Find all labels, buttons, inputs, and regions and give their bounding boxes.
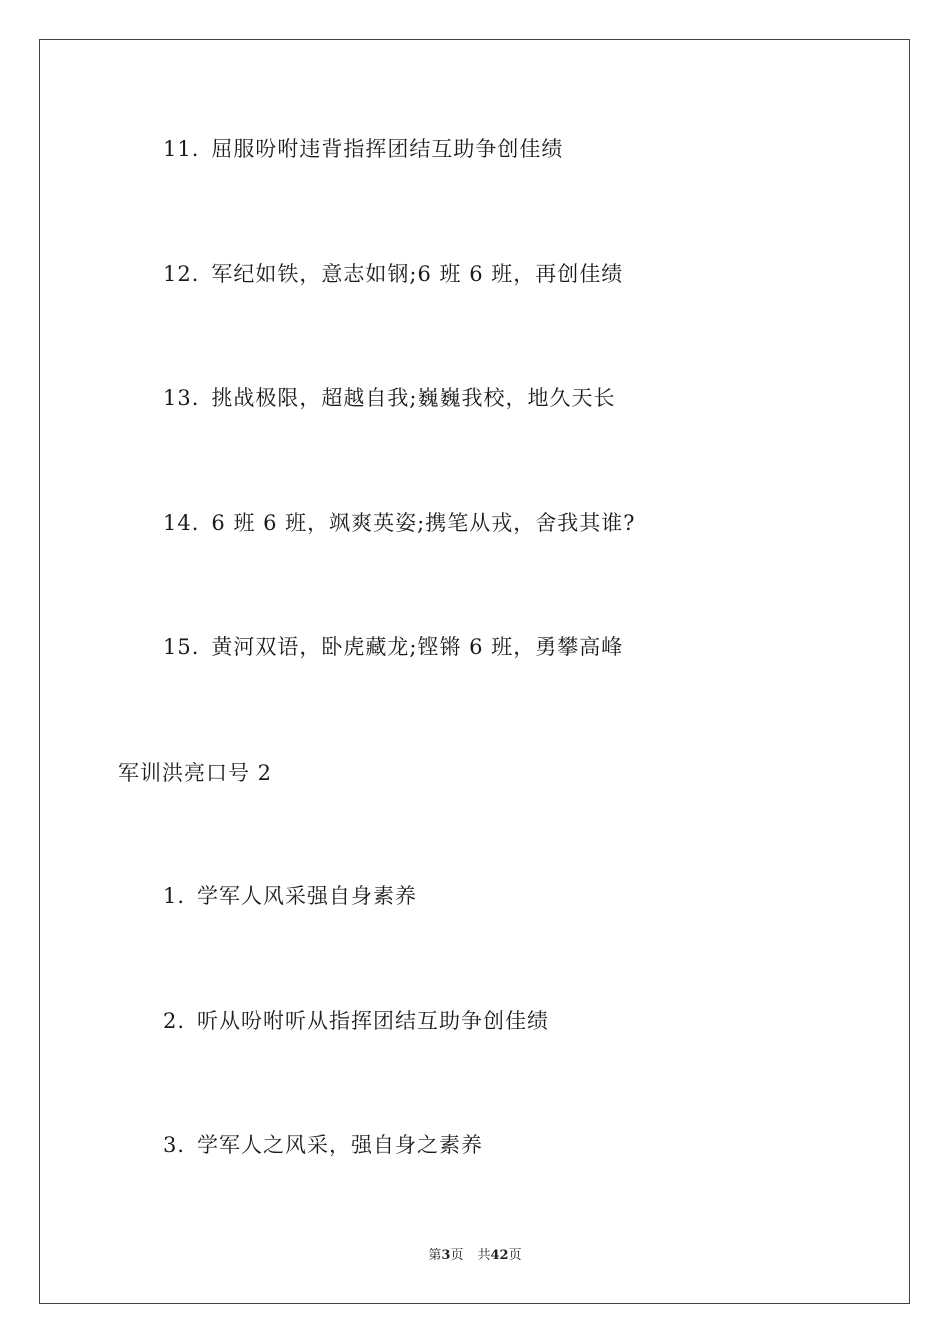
item-number: 11. <box>163 137 200 161</box>
item-number: 15. <box>163 635 200 659</box>
list-item <box>163 1131 483 1159</box>
item-number: 2. <box>163 1009 186 1033</box>
item-number: 12. <box>163 262 200 286</box>
total-suffix: 页 <box>508 1248 522 1263</box>
page-border <box>39 39 910 1304</box>
list-item <box>163 135 563 163</box>
item-text: 军纪如铁，意志如钢;6 班 6 班，再创佳绩 <box>211 262 624 286</box>
page-footer <box>0 1247 950 1265</box>
item-number: 13. <box>163 386 200 410</box>
page-prefix: 第 <box>428 1248 442 1263</box>
total-prefix: 共 <box>477 1248 491 1263</box>
total-pages: 42 <box>490 1248 509 1263</box>
list-item <box>163 509 636 537</box>
item-text: 黄河双语，卧虎藏龙;铿锵 6 班，勇攀高峰 <box>211 635 624 659</box>
page-suffix: 页 <box>450 1248 464 1263</box>
item-number: 1. <box>163 884 186 908</box>
list-item <box>163 633 623 661</box>
section-heading: 军训洪亮口号 2 <box>118 761 273 785</box>
list-item <box>163 260 623 288</box>
item-number: 3. <box>163 1133 186 1157</box>
list-item <box>163 1007 549 1035</box>
item-text: 学军人风采强自身素养 <box>197 884 418 908</box>
item-text: 学军人之风采，强自身之素养 <box>197 1133 484 1157</box>
item-number: 14. <box>163 511 200 535</box>
page-number: 3 <box>441 1248 451 1263</box>
list-item <box>163 384 615 412</box>
item-text: 6 班 6 班，飒爽英姿;携笔从戎，舍我其谁? <box>211 511 636 535</box>
item-text: 屈服吩咐违背指挥团结互助争创佳绩 <box>211 137 564 161</box>
list-item <box>163 882 417 910</box>
item-text: 听从吩咐听从指挥团结互助争创佳绩 <box>197 1009 550 1033</box>
item-text: 挑战极限，超越自我;巍巍我校，地久天长 <box>211 386 616 410</box>
